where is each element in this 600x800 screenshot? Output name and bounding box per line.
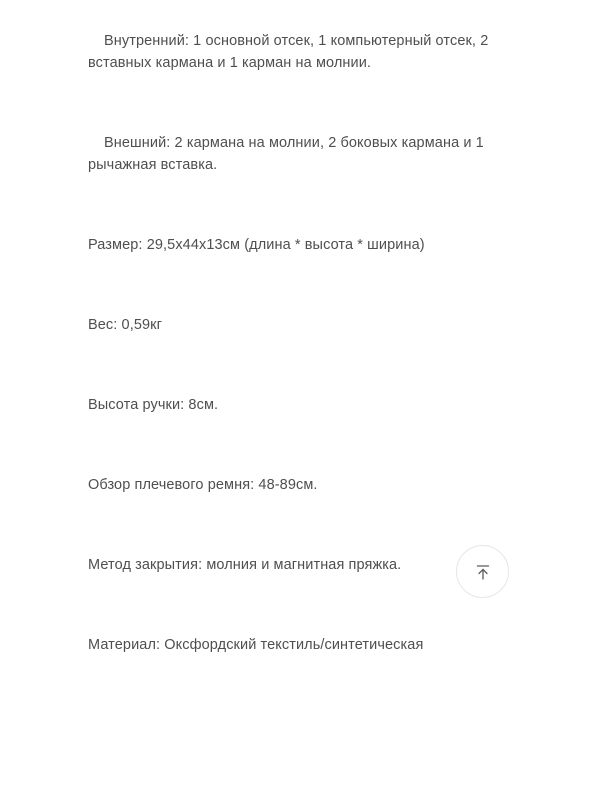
spec-item-closure-method: Метод закрытия: молния и магнитная пряжка.	[88, 557, 402, 573]
spec-item-internal-compartments: Внутренний: 1 основной отсек, 1 компьютерный отсек, 2 вставных кармана и 1 карман на молнии.	[88, 33, 489, 71]
scroll-to-top-button[interactable]	[456, 545, 509, 598]
spec-item-material: Материал: Оксфордский текстиль/синтетическая	[88, 637, 424, 653]
spec-item-weight: Вес: 0,59кг	[88, 317, 162, 333]
spec-item-size: Размер: 29,5х44х13см (длина * высота * ширина)	[88, 237, 425, 253]
spec-item-shoulder-strap: Обзор плечевого ремня: 48-89см.	[88, 477, 318, 493]
spec-item-external-compartments: Внешний: 2 кармана на молнии, 2 боковых кармана и 1 рычажная вставка.	[88, 135, 484, 173]
spec-list	[0, 30, 600, 714]
arrow-up-to-line-icon	[473, 562, 493, 582]
spec-item-handle-height: Высота ручки: 8см.	[88, 397, 219, 413]
